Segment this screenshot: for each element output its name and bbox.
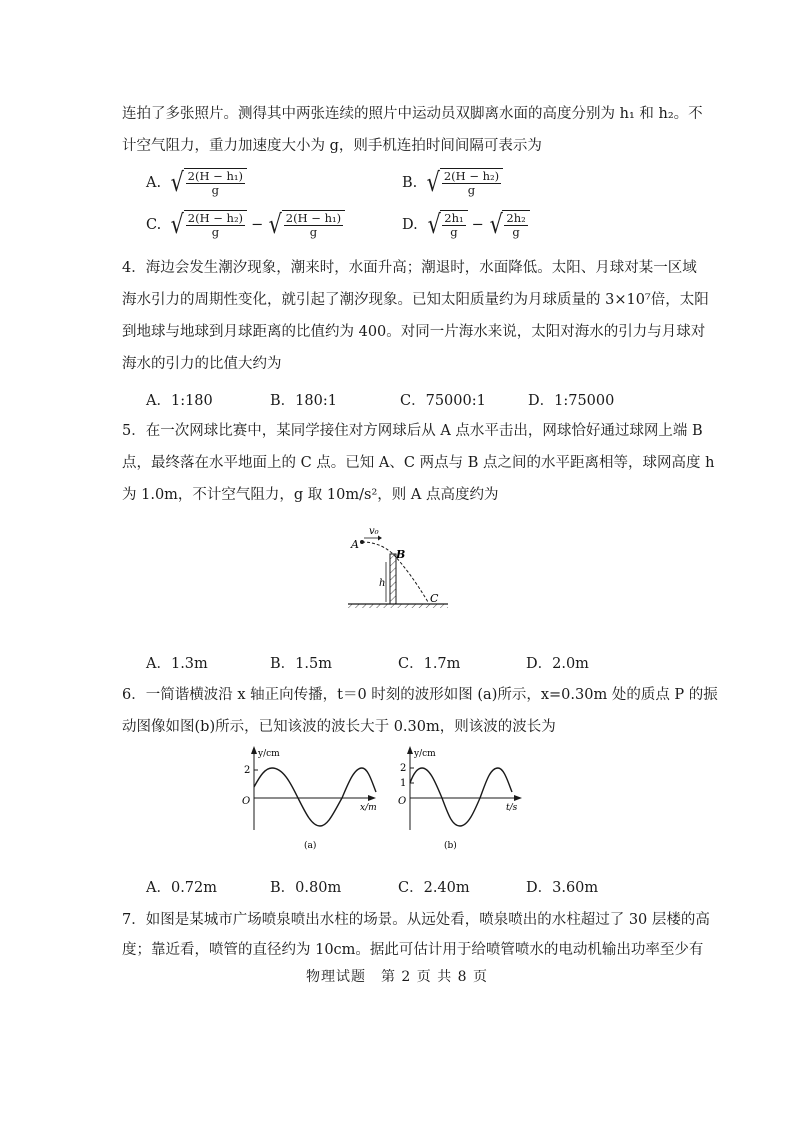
q5-option-a[interactable]: A．1.3m <box>146 656 208 672</box>
minus-sign: − <box>471 217 484 233</box>
option-label: C. <box>146 217 162 233</box>
q4-option-b[interactable]: B．180:1 <box>270 393 337 409</box>
option-label: D. <box>402 217 418 233</box>
origin-label: O <box>242 796 251 807</box>
option-label: B. <box>402 175 418 191</box>
y-tick-top-label: 2 <box>400 763 407 774</box>
sqrt-expression: √ $\frac{\text{2h₂}}{g}$ <box>488 210 530 240</box>
q3-option-d[interactable] <box>402 210 530 240</box>
q7-line-2: 度；靠近看，喷管的直径约为 10cm。据此可估计用于给喷管喷水的电动机输出功率至少有 <box>122 942 704 958</box>
tennis-net-figure <box>340 524 460 614</box>
minus-sign: − <box>251 217 264 233</box>
sqrt-expression: √ $\frac{\text{2(H − h₂)}}{g}$ <box>169 210 247 240</box>
origin-label: O <box>398 796 407 807</box>
sqrt-expression: √ $\frac{\text{2h₁}}{g}$ <box>426 210 468 240</box>
x-axis-arrow <box>368 795 376 801</box>
q4-option-a[interactable]: A．1:180 <box>146 393 213 409</box>
label-b: B <box>396 548 406 561</box>
wave-figure-a <box>232 742 382 854</box>
q4-line-1: 4．海边会发生潮汐现象，潮来时，水面升高；潮退时，水面降低。太阳、月球对某一区域 <box>122 260 697 276</box>
q3-option-b[interactable] <box>402 168 503 198</box>
sqrt-expression: √ $\frac{\text{2(H − h₁)}}{g}$ <box>169 168 247 198</box>
q5-line-1: 5．在一次网球比赛中，某同学接住对方网球后从 A 点水平击出，网球恰好通过球网上端 B <box>122 423 703 439</box>
q6-option-c[interactable]: C．2.40m <box>398 880 470 896</box>
vibration-figure-b <box>388 742 528 854</box>
net-post <box>390 554 396 604</box>
q4-line-2: 海水引力的周期性变化，就引起了潮汐现象。已知太阳质量约为月球质量的 3×10⁷倍，太阳 <box>122 292 709 308</box>
y-axis-arrow <box>251 746 257 754</box>
q5-option-b[interactable]: B．1.5m <box>270 656 332 672</box>
label-v0: v₀ <box>369 526 379 537</box>
q6-line-1: 6．一简谐横波沿 x 轴正向传播，t＝0 时刻的波形如图 (a)所示，x=0.30m 处的质点 P 的振 <box>122 687 718 703</box>
xlabel: x/m <box>360 803 377 813</box>
q7-line-1: 7．如图是某城市广场喷泉喷出水柱的场景。从远处看，喷泉喷出的水柱超过了 30 层楼的高 <box>122 912 710 928</box>
q4-option-c[interactable]: C．75000:1 <box>400 393 486 409</box>
q3-line-2: 计空气阻力，重力加速度大小为 g，则手机连拍时间间隔可表示为 <box>122 138 542 154</box>
label-h: h <box>379 578 386 589</box>
wave-curve <box>254 768 376 826</box>
sqrt-expression: √ $\frac{\text{2(H − h₂)}}{g}$ <box>425 168 503 198</box>
vibration-curve <box>410 768 512 826</box>
ylabel: y/cm <box>414 749 436 759</box>
t-axis-arrow <box>514 795 522 801</box>
q6-option-b[interactable]: B．0.80m <box>270 880 342 896</box>
sqrt-expression: √ $\frac{\text{2(H − h₁)}}{g}$ <box>267 210 345 240</box>
q5-line-3: 为 1.0m，不计空气阻力，g 取 10m/s²，则 A 点高度约为 <box>122 487 499 503</box>
q5-line-2: 点，最终落在水平地面上的 C 点。已知 A、C 两点与 B 点之间的水平距离相等，球网高度 h <box>122 455 715 471</box>
q3-option-a[interactable] <box>146 168 247 198</box>
q4-line-4: 海水的引力的比值大约为 <box>122 356 282 372</box>
q3-option-c[interactable] <box>146 210 345 240</box>
q6-line-2: 动图像如图(b)所示，已知该波的波长大于 0.30m，则该波的波长为 <box>122 719 556 735</box>
q5-option-c[interactable]: C．1.7m <box>398 656 461 672</box>
option-label: A. <box>146 175 162 191</box>
y-tick-label: 2 <box>244 765 251 776</box>
tlabel: t/s <box>506 803 518 813</box>
q4-option-d[interactable]: D．1:75000 <box>528 393 615 409</box>
q6-option-a[interactable]: A．0.72m <box>146 880 218 896</box>
page-footer: 物理试题 第 2 页 共 8 页 <box>305 969 489 985</box>
label-c: C <box>430 592 439 605</box>
label-a: A <box>351 538 359 551</box>
caption: (b) <box>444 841 457 851</box>
q3-line-1: 连拍了多张照片。测得其中两张连续的照片中运动员双脚离水面的高度分别为 h₁ 和 h₂。不 <box>122 106 703 122</box>
ylabel: y/cm <box>258 749 280 759</box>
q6-option-d[interactable]: D．3.60m <box>526 880 599 896</box>
y-tick-mid-label: 1 <box>400 778 407 789</box>
q5-option-d[interactable]: D．2.0m <box>526 656 589 672</box>
q4-line-3: 到地球与地球到月球距离的比值约为 400。对同一片海水来说，太阳对海水的引力与月球对 <box>122 324 706 340</box>
y-axis-arrow <box>407 746 413 754</box>
caption: (a) <box>304 841 317 851</box>
